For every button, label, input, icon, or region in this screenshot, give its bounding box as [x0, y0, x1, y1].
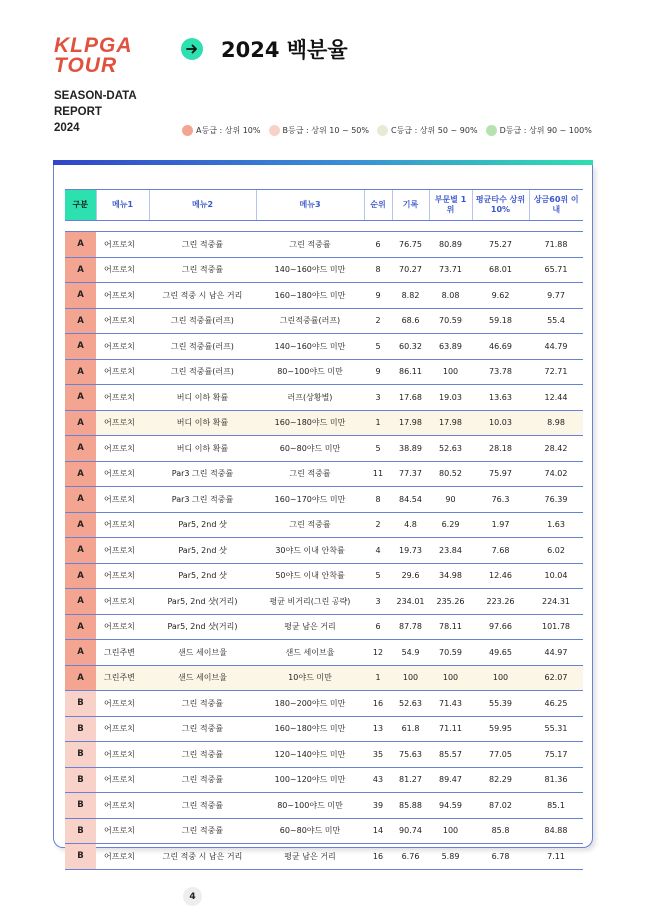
cell-top1: 85.57 — [429, 742, 472, 768]
side-label-line-1: SEASON-DATA — [54, 90, 137, 102]
table-row — [65, 257, 583, 283]
cell-avg10: 223.26 — [472, 589, 529, 615]
table-row — [65, 793, 583, 819]
cell-m2: 그린 적중률(러프) — [149, 308, 256, 334]
cell-rank: 5 — [364, 334, 392, 360]
cell-avg10: 1.97 — [472, 512, 529, 538]
cell-avg10: 75.27 — [472, 232, 529, 258]
cell-m1: 그린주변 — [96, 640, 149, 666]
cell-rank: 39 — [364, 793, 392, 819]
cell-m1: 어프로치 — [96, 538, 149, 564]
cell-m1: 어프로치 — [96, 461, 149, 487]
cell-avg10: 87.02 — [472, 793, 529, 819]
cell-grade: A — [65, 334, 96, 360]
table-row — [65, 742, 583, 768]
cell-m3: 러프(상황별) — [256, 385, 364, 411]
cell-avg10: 100 — [472, 665, 529, 691]
cell-m1: 어프로치 — [96, 359, 149, 385]
cell-avg10: 59.18 — [472, 308, 529, 334]
cell-m2: 그린 적중률 — [149, 742, 256, 768]
cell-m3: 160~180야드 미만 — [256, 283, 364, 309]
cell-rec: 19.73 — [392, 538, 429, 564]
cell-grade: A — [65, 436, 96, 462]
logo-line-2: TOUR — [54, 54, 118, 77]
cell-m3: 140~160야드 미만 — [256, 257, 364, 283]
cell-m2: 그린 적중률 — [149, 257, 256, 283]
cell-grade: A — [65, 538, 96, 564]
cell-rec: 38.89 — [392, 436, 429, 462]
cell-m2: 그린 적중률 — [149, 232, 256, 258]
cell-rec: 52.63 — [392, 691, 429, 717]
table-row — [65, 640, 583, 666]
cell-m2: 그린 적중률 — [149, 818, 256, 844]
legend-dot-icon — [269, 125, 280, 136]
cell-rec: 234.01 — [392, 589, 429, 615]
cell-grade: B — [65, 844, 96, 870]
cell-prize60: 55.4 — [529, 308, 583, 334]
cell-prize60: 44.97 — [529, 640, 583, 666]
table-row — [65, 334, 583, 360]
cell-rank: 3 — [364, 385, 392, 411]
column-header: 부문별 1위 — [429, 190, 472, 221]
cell-m3: 그린 적중률 — [256, 512, 364, 538]
table-row — [65, 818, 583, 844]
cell-top1: 90 — [429, 487, 472, 513]
cell-m2: Par3 그린 적중률 — [149, 487, 256, 513]
cell-avg10: 76.3 — [472, 487, 529, 513]
cell-m2: Par3 그린 적중률 — [149, 461, 256, 487]
cell-prize60: 72.71 — [529, 359, 583, 385]
cell-grade: A — [65, 665, 96, 691]
cell-rec: 90.74 — [392, 818, 429, 844]
cell-avg10: 59.95 — [472, 716, 529, 742]
cell-top1: 235.26 — [429, 589, 472, 615]
table-row — [65, 767, 583, 793]
cell-m2: 버디 이하 확률 — [149, 410, 256, 436]
cell-rank: 5 — [364, 563, 392, 589]
cell-rec: 60.32 — [392, 334, 429, 360]
cell-m2: 버디 이하 확률 — [149, 436, 256, 462]
cell-m2: 그린 적중률 — [149, 767, 256, 793]
cell-prize60: 44.79 — [529, 334, 583, 360]
cell-rank: 35 — [364, 742, 392, 768]
cell-rec: 61.8 — [392, 716, 429, 742]
cell-rank: 2 — [364, 308, 392, 334]
cell-prize60: 71.88 — [529, 232, 583, 258]
cell-m3: 80~100야드 미만 — [256, 793, 364, 819]
cell-rank: 8 — [364, 257, 392, 283]
cell-m3: 10야드 미만 — [256, 665, 364, 691]
cell-top1: 80.52 — [429, 461, 472, 487]
cell-avg10: 75.97 — [472, 461, 529, 487]
table-row — [65, 512, 583, 538]
column-header: 메뉴2 — [149, 190, 256, 221]
column-header: 평균타수 상위10% — [472, 190, 529, 221]
legend-item — [269, 125, 369, 136]
cell-rank: 9 — [364, 359, 392, 385]
cell-rank: 8 — [364, 487, 392, 513]
side-label-line-3: 2024 — [54, 122, 80, 134]
cell-top1: 71.43 — [429, 691, 472, 717]
table-row — [65, 665, 583, 691]
table-row — [65, 232, 583, 258]
table-row — [65, 563, 583, 589]
cell-m1: 그린주변 — [96, 665, 149, 691]
cell-rec: 17.68 — [392, 385, 429, 411]
cell-grade: B — [65, 742, 96, 768]
column-header: 메뉴1 — [96, 190, 149, 221]
cell-m3: 그린 적중률 — [256, 232, 364, 258]
cell-rank: 1 — [364, 665, 392, 691]
cell-rec: 81.27 — [392, 767, 429, 793]
cell-rec: 100 — [392, 665, 429, 691]
legend-label: C등급 : 상위 50 ~ 90% — [390, 126, 478, 135]
table-row — [65, 716, 583, 742]
cell-top1: 80.89 — [429, 232, 472, 258]
cell-top1: 23.84 — [429, 538, 472, 564]
cell-rank: 1 — [364, 410, 392, 436]
table-header-row — [65, 190, 583, 221]
cell-prize60: 28.42 — [529, 436, 583, 462]
cell-m2: 샌드 세이브율 — [149, 640, 256, 666]
cell-grade: B — [65, 793, 96, 819]
cell-m1: 어프로치 — [96, 410, 149, 436]
cell-rank: 9 — [364, 283, 392, 309]
cell-top1: 19.03 — [429, 385, 472, 411]
season-data-label — [54, 88, 137, 136]
column-header: 순위 — [364, 190, 392, 221]
cell-m2: 샌드 세이브율 — [149, 665, 256, 691]
cell-top1: 71.11 — [429, 716, 472, 742]
cell-m2: 그린 적중률 — [149, 716, 256, 742]
cell-m2: Par5, 2nd 샷 — [149, 563, 256, 589]
cell-m1: 어프로치 — [96, 385, 149, 411]
cell-rank: 6 — [364, 232, 392, 258]
cell-top1: 8.08 — [429, 283, 472, 309]
cell-m1: 어프로치 — [96, 767, 149, 793]
cell-rank: 16 — [364, 844, 392, 870]
cell-m1: 어프로치 — [96, 232, 149, 258]
cell-prize60: 84.88 — [529, 818, 583, 844]
cell-avg10: 85.8 — [472, 818, 529, 844]
cell-m1: 어프로치 — [96, 257, 149, 283]
legend-label: B등급 : 상위 10 ~ 50% — [282, 126, 369, 135]
cell-top1: 17.98 — [429, 410, 472, 436]
cell-rank: 6 — [364, 614, 392, 640]
cell-top1: 63.89 — [429, 334, 472, 360]
cell-m3: 30야드 이내 안착률 — [256, 538, 364, 564]
cell-avg10: 97.66 — [472, 614, 529, 640]
cell-m3: 평균 남은 거리 — [256, 844, 364, 870]
table-body — [65, 221, 583, 870]
cell-m1: 어프로치 — [96, 844, 149, 870]
cell-grade: A — [65, 614, 96, 640]
cell-grade: B — [65, 691, 96, 717]
cell-m3: 120~140야드 미만 — [256, 742, 364, 768]
legend-item — [182, 125, 261, 136]
cell-m2: Par5, 2nd 샷(거리) — [149, 589, 256, 615]
cell-m2: Par5, 2nd 샷 — [149, 512, 256, 538]
cell-rec: 29.6 — [392, 563, 429, 589]
cell-m2: 그린 적중률(러프) — [149, 359, 256, 385]
column-header: 기록 — [392, 190, 429, 221]
logo-line-1: KLPGA — [54, 34, 133, 57]
cell-prize60: 10.04 — [529, 563, 583, 589]
table-row — [65, 461, 583, 487]
cell-m3: 80~100야드 미만 — [256, 359, 364, 385]
page-header — [181, 34, 348, 64]
cell-avg10: 77.05 — [472, 742, 529, 768]
cell-m2: 그린 적중 시 남은 거리 — [149, 283, 256, 309]
cell-grade: A — [65, 308, 96, 334]
cell-rec: 86.11 — [392, 359, 429, 385]
cell-m2: Par5, 2nd 샷 — [149, 538, 256, 564]
cell-m1: 어프로치 — [96, 818, 149, 844]
page-title: 2024 백분율 — [221, 38, 348, 62]
cell-prize60: 75.17 — [529, 742, 583, 768]
column-header: 상금60위 이내 — [529, 190, 583, 221]
column-header: 구분 — [65, 190, 96, 221]
cell-top1: 52.63 — [429, 436, 472, 462]
cell-m3: 180~200야드 미만 — [256, 691, 364, 717]
cell-grade: B — [65, 818, 96, 844]
cell-avg10: 68.01 — [472, 257, 529, 283]
legend-dot-icon — [377, 125, 388, 136]
cell-m3: 그린 적중률 — [256, 461, 364, 487]
cell-m1: 어프로치 — [96, 691, 149, 717]
cell-m3: 그린적중률(러프) — [256, 308, 364, 334]
legend-label: A등급 : 상위 10% — [196, 126, 261, 135]
cell-grade: A — [65, 410, 96, 436]
cell-m3: 160~180야드 미만 — [256, 410, 364, 436]
cell-grade: A — [65, 283, 96, 309]
cell-avg10: 28.18 — [472, 436, 529, 462]
cell-m1: 어프로치 — [96, 716, 149, 742]
cell-prize60: 85.1 — [529, 793, 583, 819]
cell-top1: 70.59 — [429, 640, 472, 666]
cell-grade: A — [65, 385, 96, 411]
legend-item — [377, 125, 478, 136]
table-row — [65, 436, 583, 462]
cell-rank: 13 — [364, 716, 392, 742]
cell-m2: 그린 적중 시 남은 거리 — [149, 844, 256, 870]
cell-m1: 어프로치 — [96, 334, 149, 360]
table-spacer-row — [65, 221, 583, 232]
cell-avg10: 12.46 — [472, 563, 529, 589]
cell-m2: 그린 적중률 — [149, 793, 256, 819]
cell-prize60: 62.07 — [529, 665, 583, 691]
cell-rec: 87.78 — [392, 614, 429, 640]
table-row — [65, 614, 583, 640]
cell-grade: A — [65, 257, 96, 283]
cell-grade: A — [65, 512, 96, 538]
cell-m3: 160~180야드 미만 — [256, 716, 364, 742]
cell-avg10: 13.63 — [472, 385, 529, 411]
cell-prize60: 1.63 — [529, 512, 583, 538]
page-number: 4 — [183, 887, 202, 906]
cell-grade: A — [65, 640, 96, 666]
side-label-line-2: REPORT — [54, 106, 102, 118]
table-row — [65, 487, 583, 513]
cell-grade: B — [65, 716, 96, 742]
cell-rank: 12 — [364, 640, 392, 666]
cell-grade: A — [65, 487, 96, 513]
cell-avg10: 9.62 — [472, 283, 529, 309]
cell-top1: 78.11 — [429, 614, 472, 640]
cell-rec: 76.75 — [392, 232, 429, 258]
cell-prize60: 224.31 — [529, 589, 583, 615]
cell-grade: A — [65, 563, 96, 589]
percentile-table — [65, 189, 583, 870]
cell-m1: 어프로치 — [96, 512, 149, 538]
cell-m2: Par5, 2nd 샷(거리) — [149, 614, 256, 640]
column-header: 메뉴3 — [256, 190, 364, 221]
klpga-tour-logo — [54, 36, 133, 76]
cell-top1: 100 — [429, 818, 472, 844]
cell-m3: 140~160야드 미만 — [256, 334, 364, 360]
cell-prize60: 55.31 — [529, 716, 583, 742]
cell-rec: 54.9 — [392, 640, 429, 666]
cell-prize60: 101.78 — [529, 614, 583, 640]
cell-avg10: 46.69 — [472, 334, 529, 360]
cell-rec: 77.37 — [392, 461, 429, 487]
arrow-right-icon — [181, 38, 203, 60]
cell-prize60: 74.02 — [529, 461, 583, 487]
cell-prize60: 9.77 — [529, 283, 583, 309]
cell-rec: 85.88 — [392, 793, 429, 819]
legend-item — [486, 125, 592, 136]
cell-top1: 5.89 — [429, 844, 472, 870]
cell-top1: 6.29 — [429, 512, 472, 538]
cell-m1: 어프로치 — [96, 589, 149, 615]
grade-legend — [182, 125, 600, 136]
cell-prize60: 12.44 — [529, 385, 583, 411]
cell-m1: 어프로치 — [96, 436, 149, 462]
table-row — [65, 589, 583, 615]
table-row — [65, 359, 583, 385]
table-row — [65, 844, 583, 870]
cell-grade: B — [65, 767, 96, 793]
cell-prize60: 46.25 — [529, 691, 583, 717]
cell-grade: A — [65, 232, 96, 258]
cell-rank: 5 — [364, 436, 392, 462]
cell-top1: 100 — [429, 665, 472, 691]
cell-top1: 100 — [429, 359, 472, 385]
cell-rec: 75.63 — [392, 742, 429, 768]
cell-prize60: 6.02 — [529, 538, 583, 564]
cell-m1: 어프로치 — [96, 563, 149, 589]
cell-rank: 43 — [364, 767, 392, 793]
cell-rec: 17.98 — [392, 410, 429, 436]
cell-grade: A — [65, 589, 96, 615]
cell-rec: 6.76 — [392, 844, 429, 870]
cell-m3: 160~170야드 미만 — [256, 487, 364, 513]
cell-avg10: 49.65 — [472, 640, 529, 666]
cell-m1: 어프로치 — [96, 487, 149, 513]
cell-prize60: 8.98 — [529, 410, 583, 436]
cell-rank: 11 — [364, 461, 392, 487]
cell-m3: 60~80야드 미만 — [256, 436, 364, 462]
stats-card — [53, 165, 593, 862]
legend-dot-icon — [486, 125, 497, 136]
cell-m1: 어프로치 — [96, 283, 149, 309]
cell-rec: 70.27 — [392, 257, 429, 283]
cell-rec: 84.54 — [392, 487, 429, 513]
cell-prize60: 65.71 — [529, 257, 583, 283]
legend-label: D등급 : 상위 90 ~ 100% — [499, 126, 592, 135]
cell-m2: 그린 적중률 — [149, 691, 256, 717]
cell-grade: A — [65, 359, 96, 385]
table-row — [65, 385, 583, 411]
cell-rank: 14 — [364, 818, 392, 844]
cell-prize60: 7.11 — [529, 844, 583, 870]
cell-m2: 그린 적중률(러프) — [149, 334, 256, 360]
cell-top1: 34.98 — [429, 563, 472, 589]
cell-avg10: 55.39 — [472, 691, 529, 717]
cell-m1: 어프로치 — [96, 742, 149, 768]
cell-rank: 3 — [364, 589, 392, 615]
cell-m3: 평균 남은 거리 — [256, 614, 364, 640]
table-row — [65, 308, 583, 334]
cell-top1: 70.59 — [429, 308, 472, 334]
cell-avg10: 10.03 — [472, 410, 529, 436]
cell-m1: 어프로치 — [96, 793, 149, 819]
cell-m3: 60~80야드 미만 — [256, 818, 364, 844]
cell-grade: A — [65, 461, 96, 487]
legend-dot-icon — [182, 125, 193, 136]
table-row — [65, 283, 583, 309]
cell-rank: 2 — [364, 512, 392, 538]
cell-top1: 94.59 — [429, 793, 472, 819]
cell-avg10: 7.68 — [472, 538, 529, 564]
table-row — [65, 691, 583, 717]
cell-rank: 4 — [364, 538, 392, 564]
cell-m3: 평균 비거리(그린 공략) — [256, 589, 364, 615]
cell-m3: 샌드 세이브율 — [256, 640, 364, 666]
cell-prize60: 81.36 — [529, 767, 583, 793]
cell-m1: 어프로치 — [96, 614, 149, 640]
cell-rec: 8.82 — [392, 283, 429, 309]
table-row — [65, 410, 583, 436]
cell-prize60: 76.39 — [529, 487, 583, 513]
cell-avg10: 82.29 — [472, 767, 529, 793]
cell-avg10: 6.78 — [472, 844, 529, 870]
cell-top1: 89.47 — [429, 767, 472, 793]
table-row — [65, 538, 583, 564]
cell-rank: 16 — [364, 691, 392, 717]
cell-m1: 어프로치 — [96, 308, 149, 334]
cell-avg10: 73.78 — [472, 359, 529, 385]
cell-top1: 73.71 — [429, 257, 472, 283]
cell-rec: 68.6 — [392, 308, 429, 334]
cell-m3: 50야드 이내 안착률 — [256, 563, 364, 589]
cell-rec: 4.8 — [392, 512, 429, 538]
cell-m2: 버디 이하 확률 — [149, 385, 256, 411]
cell-m3: 100~120야드 미만 — [256, 767, 364, 793]
